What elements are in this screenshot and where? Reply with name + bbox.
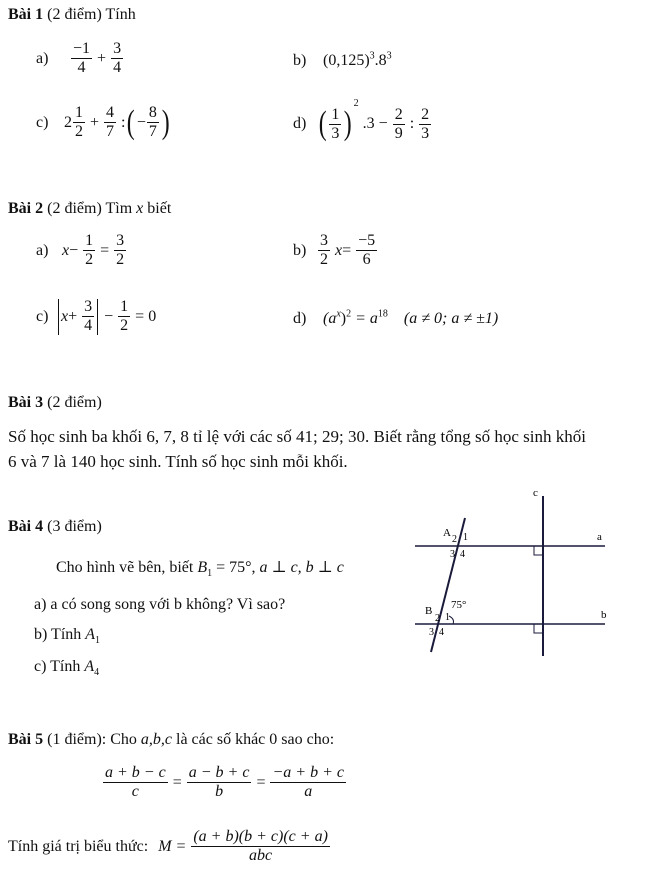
exercise-4-question-b: b) Tính $A_1$: [34, 626, 101, 647]
label-a: a: [597, 531, 602, 543]
angle-label: 3: [429, 627, 434, 638]
angle-75: 75°: [451, 599, 467, 611]
ex2-part-c: c) x+ $\frac{3}{4}$ − $\frac{1}{2}$ = 0: [36, 298, 157, 334]
right-angle-mark: [534, 624, 543, 633]
exercise-3-line-1: Số học sinh ba khối 6, 7, 8 tỉ lệ với các số 41; 29; 30. Biết rằng tổng số học sinh khối: [8, 427, 586, 446]
geometry-figure: [405, 488, 615, 660]
exercise-4-title: Bài 4 (3 điểm): [8, 518, 102, 535]
exercise-2-title: Bài 2 (2 điểm) Tìm x biết: [8, 200, 172, 217]
label-b: b: [601, 609, 607, 621]
exercise-4-question-a: a) a có song song với b không? Vì sao?: [34, 596, 286, 613]
exercise-5-equation: $\frac{a + b - c}{c}$ = $\frac{a - b + c}{b}$ = $\frac{-a + b + c}{a}$: [105, 764, 344, 800]
exercise-1-points: (2 điểm) Tính: [47, 6, 136, 23]
exercise-3-title: Bài 3 (2 điểm): [8, 394, 102, 411]
ex1-part-c: c) 2 $\frac{1}{2}$ + $\frac{4}{7}$ :( − $\frac{8}{7}$ ): [36, 103, 170, 141]
exercise-5-compute: Tính giá trị biểu thức: M = $\frac{(a + b)(b + c)(c + a)}{\text{abc}}$: [8, 828, 328, 864]
angle-label: 1: [463, 532, 468, 543]
exercise-1-title: [8, 6, 136, 24]
angle-label: 1: [445, 612, 450, 623]
label-A: A: [443, 527, 451, 539]
exercise-1-label: Bài 1: [8, 6, 44, 23]
fraction: $\frac{-1}{4}$: [73, 40, 91, 76]
ex1-part-d: d) ( $\frac{1}{3}$ )$^2$ .3 − $\frac{2}{9}$ : $\frac{2}{3}$: [293, 98, 430, 143]
right-angle-mark: [534, 546, 543, 555]
exercise-4-given: Cho hình vẽ bên, biết $B_1 = 75^\circ$, a ⊥ c, b ⊥ c: [56, 559, 344, 580]
angle-label: 2: [435, 613, 440, 624]
exercise-4-question-c: c) Tính $A_4$: [34, 658, 100, 679]
exercise-5-title: Bài 5 (1 điểm): Cho a,b,c là các số khác 0 sao cho:: [8, 731, 335, 748]
label-B: B: [425, 605, 433, 617]
exercise-3-line-2: 6 và 7 là 140 học sinh. Tính số học sinh mỗi khối.: [8, 452, 348, 471]
angle-label: 2: [452, 534, 457, 545]
part-label: a): [36, 49, 49, 67]
ex2-part-a: a) x− $\frac{1}{2}$ = $\frac{3}{2}$: [36, 232, 125, 268]
angle-label: 4: [460, 549, 465, 560]
ex2-part-b: b) $\frac{3}{2}$ x= $\frac{-5}{6}$: [293, 232, 376, 268]
ex2-part-d: d) $(a^x)^2 = a^{18}$ (a ≠ 0; a ≠ ±1): [293, 308, 499, 327]
ex1-part-b: b) $(0,125)^3.8^3$: [293, 50, 392, 69]
angle-label: 3: [450, 549, 455, 560]
fraction: $\frac{3}{4}$: [113, 40, 122, 76]
angle-label: 4: [439, 627, 444, 638]
ex1-part-a: a) $\frac{-1}{4}$ + $\frac{3}{4}$: [36, 40, 122, 76]
label-c: c: [533, 488, 538, 499]
